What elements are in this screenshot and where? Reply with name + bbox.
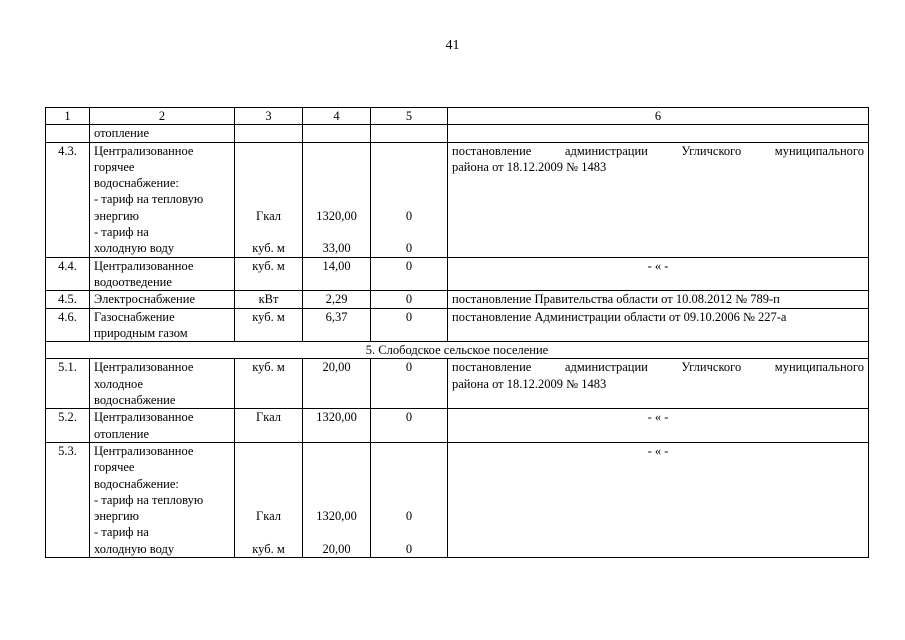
- service-name: Электроснабжение: [90, 291, 235, 308]
- table-row: [46, 442, 869, 557]
- table-row: [46, 142, 869, 257]
- unit-cell: куб. м: [235, 257, 303, 291]
- table-row: [46, 257, 869, 291]
- header-row: [46, 108, 869, 125]
- row-number: 5.2.: [46, 409, 90, 443]
- unit-cell: Гкал куб. м: [235, 442, 303, 557]
- column5-cell: 0 0: [371, 142, 448, 257]
- section-row: [46, 342, 869, 359]
- value-cell: 14,00: [303, 257, 371, 291]
- service-name: Централизованное холодное водоснабжение: [90, 359, 235, 409]
- unit-cell: куб. м: [235, 359, 303, 409]
- header-cell-3: 3: [235, 108, 303, 125]
- header-cell-1: 1: [46, 108, 90, 125]
- row-number: 5.3.: [46, 442, 90, 557]
- legal-basis: постановление администрации Угличского муниципального района от 18.12.2009 № 1483: [448, 142, 869, 257]
- service-name: Газоснабжение природным газом: [90, 308, 235, 342]
- column5-cell: 0: [371, 359, 448, 409]
- table-row: [46, 125, 869, 142]
- table-row: [46, 359, 869, 409]
- row-number: 4.4.: [46, 257, 90, 291]
- service-name: отопление: [90, 125, 235, 142]
- legal-basis: - « -: [448, 442, 869, 557]
- row-number: 4.6.: [46, 308, 90, 342]
- column5-cell: 0: [371, 291, 448, 308]
- service-name: Централизованное отопление: [90, 409, 235, 443]
- header-cell-6: 6: [448, 108, 869, 125]
- column5-cell: 0: [371, 257, 448, 291]
- value-cell: 20,00: [303, 359, 371, 409]
- column5-cell: 0 0: [371, 442, 448, 557]
- unit-cell: Гкал: [235, 409, 303, 443]
- legal-basis: - « -: [448, 257, 869, 291]
- unit-cell: Гкал куб. м: [235, 142, 303, 257]
- row-number: 4.3.: [46, 142, 90, 257]
- table-row: [46, 308, 869, 342]
- legal-basis: постановление Администрации области от 09.10.2006 № 227-а: [448, 308, 869, 342]
- table-row: [46, 291, 869, 308]
- header-cell-2: 2: [90, 108, 235, 125]
- value-cell: 1320,00 33,00: [303, 142, 371, 257]
- value-cell: 2,29: [303, 291, 371, 308]
- legal-basis: - « -: [448, 409, 869, 443]
- value-cell: 6,37: [303, 308, 371, 342]
- legal-basis: постановление администрации Угличского муниципального района от 18.12.2009 № 1483: [448, 359, 869, 409]
- page-number: 41: [445, 38, 460, 53]
- unit-cell: кВт: [235, 291, 303, 308]
- column5-cell: 0: [371, 409, 448, 443]
- header-cell-5: 5: [371, 108, 448, 125]
- legal-basis: постановление Правительства области от 10.08.2012 № 789-п: [448, 291, 869, 308]
- row-number: 5.1.: [46, 359, 90, 409]
- value-cell: 1320,00: [303, 409, 371, 443]
- value-cell: 1320,00 20,00: [303, 442, 371, 557]
- service-name: Централизованное водоотведение: [90, 257, 235, 291]
- row-number: 4.5.: [46, 291, 90, 308]
- table-row: [46, 409, 869, 443]
- service-name: Централизованное горячее водоснабжение: - тариф на тепловую энергию - тариф на холодную воду: [90, 442, 235, 557]
- section-title: 5. Слободское сельское поселение: [46, 342, 869, 359]
- tariff-table: [45, 107, 869, 558]
- unit-cell: куб. м: [235, 308, 303, 342]
- header-cell-4: 4: [303, 108, 371, 125]
- column5-cell: 0: [371, 308, 448, 342]
- service-name: Централизованное горячее водоснабжение: - тариф на тепловую энергию - тариф на холодную воду: [90, 142, 235, 257]
